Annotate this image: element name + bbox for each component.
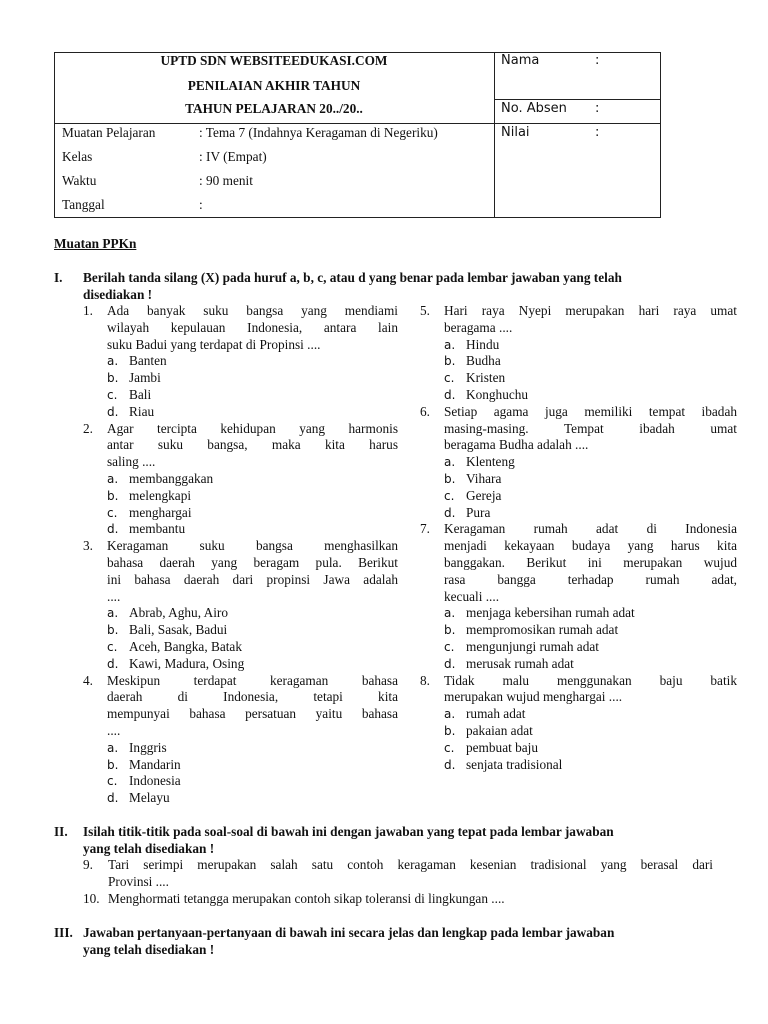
option-letter: d. (107, 404, 119, 419)
table-border-bottom (54, 217, 661, 218)
nilai-colon: : (595, 125, 600, 140)
table-divider-left (54, 123, 494, 124)
option-letter: c. (107, 640, 118, 654)
option-text: Budha (466, 353, 501, 369)
question-text-line: Agar tercipta kehidupan yang harmonis (107, 420, 398, 436)
option-letter: b. (107, 757, 119, 772)
option-text: Kawi, Madura, Osing (129, 655, 245, 671)
option-text: Klenteng (466, 454, 515, 470)
section-3-numeral: III. (54, 925, 73, 940)
option-letter: c. (444, 640, 455, 654)
option-text: membanggakan (129, 471, 214, 486)
option-letter: c. (107, 774, 118, 789)
option-letter: a. (107, 740, 119, 755)
exam-title: PENILAIAN AKHIR TAHUN (187, 78, 361, 93)
absen-label: No. Absen (501, 101, 567, 116)
option-text: senjata tradisional (466, 756, 563, 772)
question-text-line: daerah di Indonesia, tetapi kita (107, 689, 398, 705)
section-2-instruction-line1: Isilah titik-titik pada soal-soal di bawah ini dengan jawaban yang tepat pada lembar jawaban (83, 824, 614, 839)
option-text: Kristen (466, 370, 506, 386)
question-text-line: ini bahasa daerah dari propinsi Jawa adalah (107, 571, 398, 587)
option-letter: b. (107, 488, 119, 503)
option-letter: d. (444, 656, 456, 671)
option-text: Gereja (466, 487, 502, 503)
option-text: Hindu (466, 336, 500, 352)
table-divider-right-2 (494, 123, 661, 124)
question-9-line2: Provinsi .... (108, 874, 169, 889)
option-letter: a. (444, 707, 456, 722)
question-number: 6. (420, 403, 430, 419)
question-10-number: 10. (83, 891, 100, 906)
section-1-instruction-line2: disediakan ! (83, 287, 153, 302)
option-text: Riau (129, 403, 155, 419)
option-letter: c. (107, 388, 118, 402)
question-text-line: masing-masing. Tempat ibadah umat (444, 420, 737, 436)
question-text-line: saling .... (107, 454, 156, 470)
question-text-line: rasa bangga terhadap rumah adat, (444, 571, 737, 587)
option-letter: a. (107, 472, 119, 486)
option-letter: c. (444, 488, 455, 503)
option-text: rumah adat (466, 706, 526, 722)
option-letter: b. (107, 371, 119, 386)
option-letter: c. (444, 371, 455, 386)
option-text: melengkapi (129, 487, 192, 503)
info-value-date: : (199, 197, 203, 212)
option-letter: a. (107, 354, 119, 369)
option-text: menghargai (129, 504, 192, 520)
question-number: 8. (420, 672, 430, 688)
question-10-line1: Menghormati tetangga merupakan contoh sikap toleransi di lingkungan .... (108, 891, 505, 906)
option-letter: a. (444, 455, 456, 470)
option-text: Bali, Sasak, Badui (129, 622, 228, 638)
option-letter: a. (444, 337, 456, 352)
question-9-line1: Tari serimpi merupakan salah satu contoh keragaman kesenian tradisional yang berasal dari (108, 857, 713, 872)
option-text: mempromosikan rumah adat (466, 622, 619, 638)
section-2-numeral: II. (54, 824, 68, 839)
absen-colon: : (595, 101, 600, 116)
option-text: Jambi (129, 370, 161, 386)
info-value-time: : 90 menit (199, 173, 253, 188)
question-text-line: kecuali .... (444, 588, 500, 604)
section-1-numeral: I. (54, 270, 63, 285)
table-divider-right-1 (494, 99, 661, 100)
subject-heading: Muatan PPKn (54, 236, 137, 251)
nama-label: Nama (501, 53, 540, 68)
section-3-instruction-line2: yang telah disediakan ! (83, 942, 215, 957)
option-letter: b. (444, 472, 456, 486)
question-text-line: mempunyai bahasa persatuan yaitu bahasa (107, 706, 398, 722)
question-text-line: .... (107, 723, 121, 738)
info-label-class: Kelas (62, 149, 93, 164)
question-number: 5. (420, 303, 430, 318)
question-text-line: bahasa daerah yang beragam pula. Berikut (107, 555, 398, 570)
question-number: 2. (83, 420, 93, 436)
question-text-line: Meskipun terdapat keragaman bahasa (107, 672, 398, 688)
option-letter: c. (444, 740, 455, 755)
table-border-left (54, 52, 55, 218)
table-divider-vertical (494, 52, 495, 218)
question-text-line: Keragaman rumah adat di Indonesia (444, 521, 737, 537)
option-text: Mandarin (129, 756, 181, 772)
option-text: Banten (129, 353, 167, 369)
school-name: UPTD SDN WEBSITEEDUKASI.COM (160, 53, 388, 68)
section-2-instruction-line2: yang telah disediakan ! (83, 841, 215, 856)
info-label-subject: Muatan Pelajaran (62, 125, 156, 140)
question-number: 3. (83, 538, 93, 554)
academic-year: TAHUN PELAJARAN 20../20.. (185, 101, 363, 116)
option-letter: d. (444, 388, 456, 402)
info-label-date: Tanggal (62, 197, 105, 212)
question-text-line: beragama Budha adalah .... (444, 437, 589, 453)
option-letter: b. (444, 724, 456, 738)
question-9-number: 9. (83, 857, 93, 872)
info-label-time: Waktu (62, 173, 97, 188)
option-letter: b. (444, 354, 456, 369)
question-text-line: Tidak malu menggunakan baju batik (444, 672, 737, 688)
table-border-right (660, 52, 661, 218)
option-text: Melayu (129, 790, 170, 806)
question-text-line: merupakan wujud menghargai .... (444, 689, 623, 705)
option-text: Abrab, Aghu, Airo (129, 605, 228, 621)
question-text-line: Ada banyak suku bangsa yang mendiami (107, 303, 398, 318)
option-text: pembuat baju (466, 739, 539, 755)
option-letter: d. (107, 791, 119, 806)
question-number: 1. (83, 303, 93, 318)
question-text-line: suku Badui yang terdapat di Propinsi .... (107, 336, 321, 352)
nama-colon: : (595, 53, 600, 68)
question-text-line: Hari raya Nyepi merupakan hari raya umat (444, 303, 737, 318)
option-text: Vihara (466, 471, 502, 486)
option-letter: a. (444, 606, 456, 621)
info-value-subject: : Tema 7 (Indahnya Keragaman di Negeriku) (199, 125, 438, 140)
info-value-class: : IV (Empat) (199, 149, 267, 164)
question-text-line: Setiap agama juga memiliki tempat ibadah (444, 403, 737, 419)
option-text: Konghuchu (466, 387, 529, 402)
option-letter: d. (107, 522, 119, 537)
option-letter: d. (107, 656, 119, 671)
option-letter: b. (444, 623, 456, 638)
option-text: Inggris (129, 739, 167, 755)
option-letter: b. (107, 623, 119, 638)
question-number: 7. (420, 521, 430, 537)
option-letter: d. (444, 505, 456, 520)
option-letter: d. (444, 757, 456, 772)
question-text-line: antar suku bangsa, maka kita harus (107, 437, 398, 453)
option-text: Aceh, Bangka, Batak (129, 639, 242, 654)
nilai-label: Nilai (501, 125, 530, 140)
option-text: pakaian adat (466, 723, 533, 738)
option-text: membantu (129, 521, 186, 537)
option-text: menjaga kebersihan rumah adat (466, 605, 635, 621)
header-table (54, 52, 661, 218)
option-text: Indonesia (129, 773, 181, 789)
option-text: merusak rumah adat (466, 655, 574, 671)
option-letter: a. (107, 606, 119, 621)
question-number: 4. (83, 672, 93, 688)
question-text-line: wilayah kepulauan Indonesia, antara lain (107, 319, 398, 335)
option-text: Bali (129, 387, 152, 402)
question-text-line: banggakan. Berikut ini merupakan wujud (444, 555, 737, 570)
question-text-line: Keragaman suku bangsa menghasilkan (107, 538, 398, 554)
option-text: Pura (466, 504, 491, 520)
question-text-line: beragama .... (444, 319, 513, 335)
option-letter: c. (107, 505, 118, 520)
section-3-instruction-line1: Jawaban pertanyaan-pertanyaan di bawah ini secara jelas dan lengkap pada lembar jawaban (83, 925, 615, 940)
option-text: mengunjungi rumah adat (466, 639, 599, 654)
section-1-instruction-line1: Berilah tanda silang (X) pada huruf a, b, c, atau d yang benar pada lembar jawaban yang telah (83, 270, 622, 285)
question-text-line: .... (107, 588, 121, 604)
question-text-line: menjadi kekayaan budaya yang harus kita (444, 538, 737, 554)
